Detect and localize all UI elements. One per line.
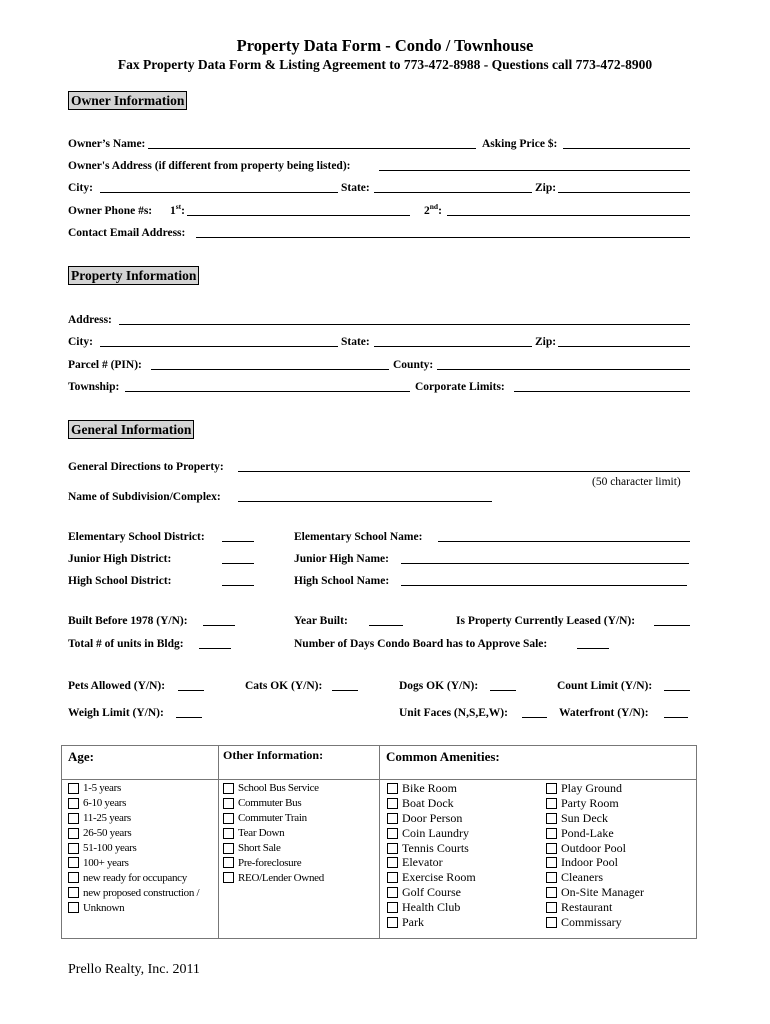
jr-district-field[interactable] [222, 563, 254, 564]
age-option-label: Unknown [83, 901, 125, 914]
count-limit-field[interactable] [664, 690, 690, 691]
amenities-header: Common Amenities: [386, 749, 500, 764]
property-zip-field[interactable] [558, 346, 690, 347]
amenity-option-checkbox[interactable] [387, 798, 398, 809]
amenity-option-label: Sun Deck [561, 810, 608, 825]
parcel-label: Parcel # (PIN): [68, 359, 142, 371]
owner-name-field[interactable] [148, 148, 476, 149]
elem-district-field[interactable] [222, 541, 254, 542]
hs-district-field[interactable] [222, 585, 254, 586]
days-condo-label: Number of Days Condo Board has to Approve Sale: [294, 638, 548, 650]
owner-zip-field[interactable] [558, 192, 690, 193]
waterfront-label: Waterfront (Y/N): [559, 707, 649, 719]
amenity-option-label: Elevator [402, 855, 443, 870]
age-option-checkbox[interactable] [68, 798, 79, 809]
amenity-option-item[interactable] [546, 855, 694, 870]
age-option-checkbox[interactable] [68, 843, 79, 854]
dogs-field[interactable] [490, 690, 516, 691]
amenity-option-label: Restaurant [561, 900, 613, 915]
general-section-heading: General Information [68, 420, 194, 439]
pets-field[interactable] [178, 690, 204, 691]
other-info-option-item[interactable] [223, 796, 375, 811]
other-info-option-label: Commuter Bus [238, 797, 302, 810]
weigh-limit-field[interactable] [176, 717, 202, 718]
amenity-option-item[interactable] [387, 885, 537, 900]
age-option-label: new ready for occupancy [83, 871, 187, 884]
age-option-label: 26-50 years [83, 827, 132, 840]
owner-zip-label: Zip: [535, 182, 557, 194]
form-subtitle: Fax Property Data Form & Listing Agreement to 773-472-8988 - Questions call 773-472-8900 [117, 57, 653, 72]
amenity-option-label: On-Site Manager [561, 885, 644, 900]
age-option-label: 1-5 years [83, 782, 121, 795]
property-zip-label: Zip: [535, 336, 557, 348]
amenity-option-label: Health Club [402, 900, 461, 915]
amenity-option-label: Exercise Room [402, 870, 476, 885]
other-info-option-checkbox[interactable] [223, 798, 234, 809]
age-option-label: 100+ years [83, 856, 129, 869]
amenity-option-checkbox[interactable] [387, 843, 398, 854]
amenity-option-checkbox[interactable] [546, 783, 557, 794]
amenity-option-item[interactable] [387, 826, 537, 841]
elem-district-label: Elementary School District: [68, 531, 205, 543]
amenity-option-item[interactable] [546, 900, 694, 915]
age-option-item[interactable] [68, 826, 217, 841]
property-city-field[interactable] [100, 346, 338, 347]
waterfront-field[interactable] [664, 717, 688, 718]
total-units-label: Total # of units in Bldg: [68, 638, 184, 650]
amenity-option-item[interactable] [546, 781, 694, 796]
county-label: County: [393, 359, 434, 371]
amenity-option-checkbox[interactable] [546, 902, 557, 913]
amenities-checklist-2 [546, 781, 694, 930]
amenity-option-item[interactable] [387, 915, 537, 930]
amenity-option-item[interactable] [546, 885, 694, 900]
age-option-item[interactable] [68, 855, 217, 870]
owner-phone1-label: 1st: [170, 202, 186, 217]
other-info-option-item[interactable] [223, 855, 375, 870]
age-option-item[interactable] [68, 781, 217, 796]
hs-name-field[interactable] [401, 585, 687, 586]
owner-phone-label: Owner Phone #s: [68, 205, 153, 217]
year-built-field[interactable] [369, 625, 403, 626]
owner-address-label: Owner's Address (if different from property being listed): [68, 160, 351, 172]
owner-state-label: State: [341, 182, 370, 194]
property-section-heading: Property Information [68, 266, 199, 285]
amenity-option-label: Door Person [402, 810, 463, 825]
amenity-option-item[interactable] [387, 796, 537, 811]
amenity-option-item[interactable] [546, 811, 694, 826]
amenity-option-label: Indoor Pool [561, 855, 618, 870]
amenity-option-label: Play Ground [561, 780, 622, 795]
other-info-option-checkbox[interactable] [223, 872, 234, 883]
jr-district-label: Junior High District: [68, 553, 172, 565]
asking-price-field[interactable] [563, 148, 690, 149]
hs-name-label: High School Name: [294, 575, 390, 587]
elem-name-field[interactable] [438, 541, 690, 542]
unit-faces-field[interactable] [522, 717, 547, 718]
amenity-option-label: Commissary [561, 914, 622, 929]
amenity-option-checkbox[interactable] [546, 843, 557, 854]
amenity-option-checkbox[interactable] [387, 917, 398, 928]
age-option-label: 51-100 years [83, 842, 137, 854]
amenity-option-checkbox[interactable] [546, 857, 557, 868]
amenity-option-checkbox[interactable] [387, 783, 398, 794]
corporate-limits-field[interactable] [514, 391, 690, 392]
age-option-label: 6-10 years [83, 797, 127, 810]
age-option-checkbox[interactable] [68, 783, 79, 794]
amenity-option-item[interactable] [387, 855, 537, 870]
other-info-option-label: Pre-foreclosure [238, 856, 302, 869]
amenity-option-checkbox[interactable] [387, 902, 398, 913]
owner-address-field[interactable] [379, 170, 690, 171]
other-info-option-item[interactable] [223, 826, 375, 841]
age-option-label: 11-25 years [83, 812, 131, 825]
amenity-option-item[interactable] [387, 811, 537, 826]
amenity-option-checkbox[interactable] [546, 872, 557, 883]
age-header: Age: [68, 749, 94, 764]
leased-label: Is Property Currently Leased (Y/N): [456, 615, 636, 627]
other-info-option-item[interactable] [223, 841, 375, 856]
county-field[interactable] [437, 369, 690, 370]
age-option-checkbox[interactable] [68, 828, 79, 839]
asking-price-label: Asking Price $: [482, 138, 558, 150]
form-title: Property Data Form - Condo / Townhouse [236, 36, 534, 55]
amenity-option-checkbox[interactable] [387, 828, 398, 839]
owner-phone1-field[interactable] [187, 215, 410, 216]
other-info-option-checkbox[interactable] [223, 783, 234, 794]
amenity-option-item[interactable] [546, 870, 694, 885]
cats-label: Cats OK (Y/N): [245, 680, 323, 692]
age-option-item[interactable] [68, 796, 217, 811]
year-built-label: Year Built: [294, 615, 348, 627]
amenity-option-checkbox[interactable] [387, 813, 398, 824]
age-option-checkbox[interactable] [68, 813, 79, 824]
age-option-item[interactable] [68, 811, 217, 826]
amenity-option-checkbox[interactable] [546, 887, 557, 898]
amenity-option-item[interactable] [546, 796, 694, 811]
amenity-option-item[interactable] [387, 781, 537, 796]
owner-section-heading: Owner Information [68, 91, 187, 110]
age-option-checkbox[interactable] [68, 872, 79, 883]
leased-field[interactable] [654, 625, 690, 626]
footer-text: Prello Realty, Inc. 2011 [68, 962, 200, 977]
owner-state-field[interactable] [374, 192, 532, 193]
char-limit-note: (50 character limit) [592, 476, 681, 488]
age-option-item[interactable] [68, 870, 217, 885]
other-info-option-checkbox[interactable] [223, 843, 234, 854]
other-info-option-checkbox[interactable] [223, 813, 234, 824]
property-address-field[interactable] [119, 324, 690, 325]
age-option-item[interactable] [68, 885, 217, 900]
other-info-option-item[interactable] [223, 870, 375, 885]
hs-district-label: High School District: [68, 575, 172, 587]
age-checklist [68, 781, 217, 915]
days-condo-field[interactable] [577, 648, 609, 649]
other-info-option-checkbox[interactable] [223, 857, 234, 868]
subdivision-label: Name of Subdivision/Complex: [68, 491, 221, 503]
owner-city-field[interactable] [100, 192, 338, 193]
property-city-label: City: [68, 336, 93, 348]
directions-label: General Directions to Property: [68, 461, 224, 473]
age-option-checkbox[interactable] [68, 887, 79, 898]
age-option-item[interactable] [68, 841, 217, 856]
amenity-option-item[interactable] [546, 826, 694, 841]
amenity-option-item[interactable] [546, 915, 694, 930]
amenity-option-label: Park [402, 914, 424, 929]
dogs-label: Dogs OK (Y/N): [399, 680, 479, 692]
directions-field[interactable] [238, 471, 690, 472]
amenity-option-label: Outdoor Pool [561, 840, 627, 855]
other-info-option-label: REO/Lender Owned [238, 871, 324, 884]
township-label: Township: [68, 381, 120, 393]
amenity-option-label: Party Room [561, 795, 619, 810]
amenity-option-checkbox[interactable] [546, 798, 557, 809]
other-info-option-label: Commuter Train [238, 812, 307, 825]
other-info-option-label: School Bus Service [238, 782, 319, 795]
elem-name-label: Elementary School Name: [294, 531, 423, 543]
owner-email-field[interactable] [196, 237, 690, 238]
owner-email-label: Contact Email Address: [68, 227, 186, 239]
property-state-label: State: [341, 336, 370, 348]
amenity-option-item[interactable] [387, 900, 537, 915]
cats-field[interactable] [332, 690, 358, 691]
unit-faces-label: Unit Faces (N,S,E,W): [399, 707, 508, 719]
table-col-divider-2 [379, 745, 380, 939]
property-state-field[interactable] [374, 346, 532, 347]
owner-phone2-label: 2nd: [424, 202, 442, 217]
table-col-divider-1 [218, 745, 219, 939]
amenity-option-label: Cleaners [561, 870, 603, 885]
other-info-option-item[interactable] [223, 781, 375, 796]
owner-phone2-field[interactable] [447, 215, 690, 216]
age-option-checkbox[interactable] [68, 902, 79, 913]
other-info-option-item[interactable] [223, 811, 375, 826]
amenity-option-checkbox[interactable] [546, 917, 557, 928]
jr-name-field[interactable] [401, 563, 689, 564]
total-units-field[interactable] [199, 648, 231, 649]
other-info-header: Other Information: [223, 748, 324, 762]
built-before-field[interactable] [203, 625, 235, 626]
property-address-label: Address: [68, 314, 112, 326]
amenity-option-label: Tennis Courts [402, 840, 469, 855]
amenity-option-label: Boat Dock [402, 795, 454, 810]
amenity-option-checkbox[interactable] [546, 828, 557, 839]
jr-name-label: Junior High Name: [294, 553, 389, 565]
weigh-limit-label: Weigh Limit (Y/N): [68, 707, 164, 719]
pets-label: Pets Allowed (Y/N): [68, 680, 166, 692]
amenities-checklist-1 [387, 781, 537, 930]
other-info-checklist [223, 781, 375, 885]
subdivision-field[interactable] [238, 501, 492, 502]
count-limit-label: Count Limit (Y/N): [557, 680, 653, 692]
amenity-option-label: Pond-Lake [561, 825, 614, 840]
other-info-option-checkbox[interactable] [223, 828, 234, 839]
owner-city-label: City: [68, 182, 93, 194]
age-option-label: new proposed construction / [83, 886, 200, 899]
amenity-option-checkbox[interactable] [387, 887, 398, 898]
amenity-option-label: Bike Room [402, 780, 458, 795]
corporate-limits-label: Corporate Limits: [415, 381, 505, 393]
owner-name-label: Owner’s Name: [68, 138, 146, 150]
amenity-option-item[interactable] [387, 841, 537, 856]
built-before-label: Built Before 1978 (Y/N): [68, 615, 188, 627]
amenity-option-item[interactable] [546, 841, 694, 856]
age-option-checkbox[interactable] [68, 857, 79, 868]
amenity-option-label: Golf Course [402, 885, 461, 900]
other-info-option-label: Short Sale [238, 842, 281, 854]
township-field[interactable] [125, 391, 410, 392]
age-option-item[interactable] [68, 900, 217, 915]
other-info-option-label: Tear Down [238, 827, 285, 840]
amenity-option-checkbox[interactable] [387, 872, 398, 883]
amenity-option-label: Coin Laundry [402, 825, 469, 840]
amenity-option-checkbox[interactable] [387, 857, 398, 868]
parcel-field[interactable] [151, 369, 389, 370]
amenity-option-checkbox[interactable] [546, 813, 557, 824]
amenity-option-item[interactable] [387, 870, 537, 885]
